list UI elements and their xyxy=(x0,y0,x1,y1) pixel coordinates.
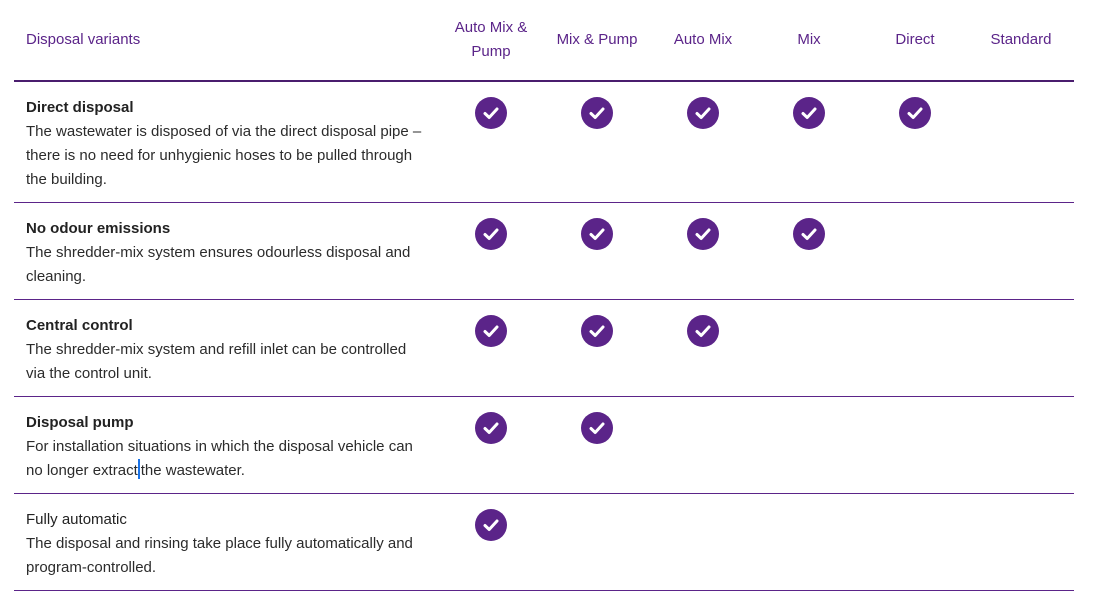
feature-title: Central control xyxy=(26,317,133,334)
table-row xyxy=(14,494,1074,591)
table-header xyxy=(14,0,1074,82)
column-header-mix-pump: Mix & Pump xyxy=(556,31,638,48)
text-cursor xyxy=(138,459,140,479)
column-header-mix: Mix xyxy=(797,31,821,48)
check-circle-icon xyxy=(475,315,507,347)
feature-description: The wastewater is disposed of via the direct disposal pipe – there is no need for unhygienic hoses to be pulled through the building. xyxy=(26,123,422,188)
feature-description: For installation situations in which the disposal vehicle can no longer extract the wastewater. xyxy=(26,438,413,479)
check-circle-icon xyxy=(687,315,719,347)
table-row xyxy=(14,397,1074,494)
check-circle-icon xyxy=(687,218,719,250)
feature-title: Disposal pump xyxy=(26,414,134,431)
column-header-standard: Standard xyxy=(990,31,1052,48)
table-row xyxy=(14,203,1074,300)
check-circle-icon xyxy=(581,218,613,250)
table-row xyxy=(14,300,1074,397)
feature-title: Fully automatic xyxy=(26,511,127,528)
check-circle-icon xyxy=(475,97,507,129)
table-row xyxy=(14,82,1074,203)
check-circle-icon xyxy=(687,97,719,129)
check-circle-icon xyxy=(793,218,825,250)
check-circle-icon xyxy=(581,315,613,347)
check-circle-icon xyxy=(581,412,613,444)
comparison-table xyxy=(14,0,1074,591)
feature-description: The shredder-mix system ensures odourless disposal and cleaning. xyxy=(26,244,411,285)
feature-description: The shredder-mix system and refill inlet can be controlled via the control unit. xyxy=(26,341,407,382)
check-circle-icon xyxy=(793,97,825,129)
feature-title: No odour emissions xyxy=(26,220,171,237)
check-circle-icon xyxy=(899,97,931,129)
check-circle-icon xyxy=(475,412,507,444)
header-variants-label: Disposal variants xyxy=(26,31,141,48)
column-header-auto-mix-pump: Auto Mix & Pump xyxy=(454,19,528,60)
check-circle-icon xyxy=(581,97,613,129)
column-header-auto-mix: Auto Mix xyxy=(673,31,733,48)
feature-title: Direct disposal xyxy=(26,99,134,116)
feature-description: The disposal and rinsing take place fully automatically and program-controlled. xyxy=(26,535,413,576)
check-circle-icon xyxy=(475,509,507,541)
check-circle-icon xyxy=(475,218,507,250)
column-header-direct: Direct xyxy=(895,31,935,48)
